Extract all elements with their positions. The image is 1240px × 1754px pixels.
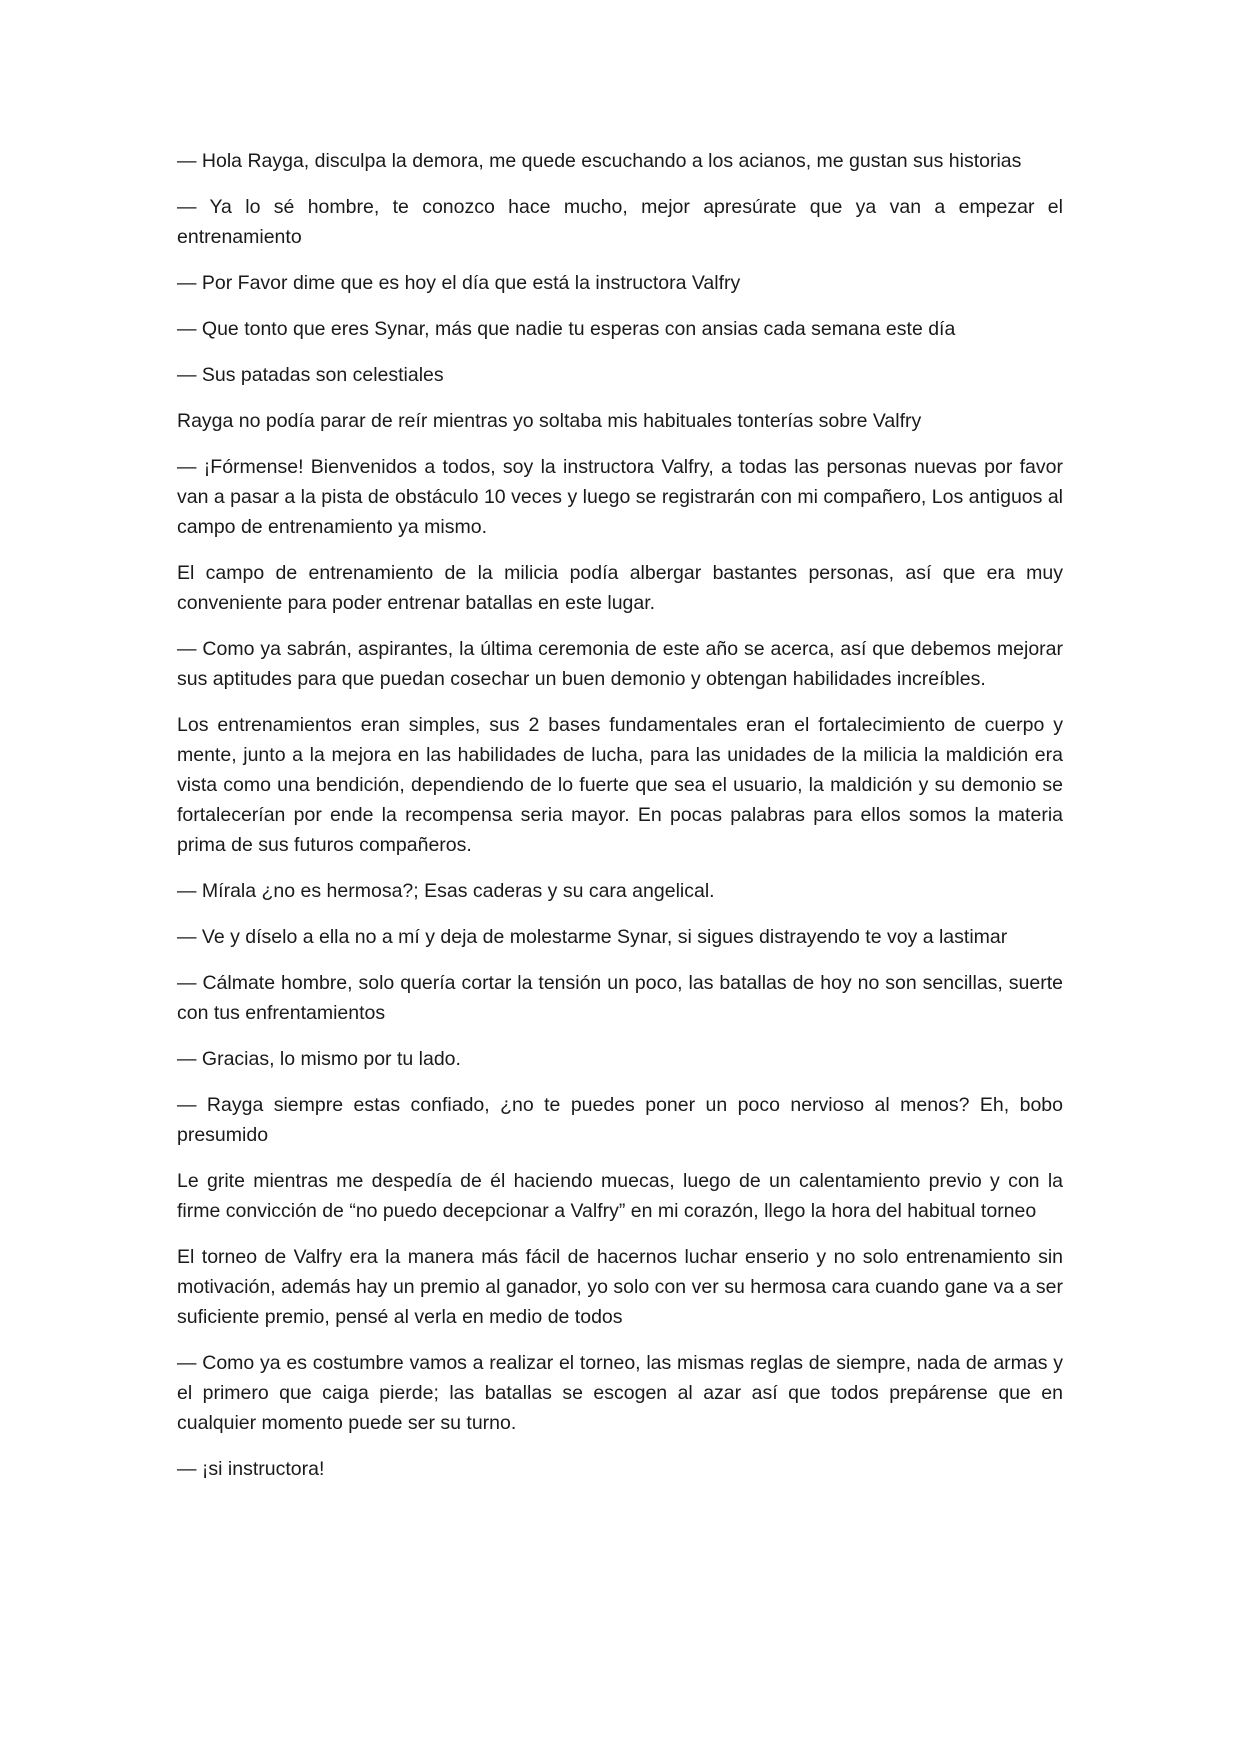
dialogue-paragraph: — ¡si instructora!	[177, 1458, 325, 1480]
document-body	[177, 146, 1063, 1500]
dialogue-paragraph: — Ve y díselo a ella no a mí y deja de molestarme Synar, si sigues distrayendo te voy a lastimar	[177, 926, 1008, 948]
dialogue-paragraph: — Sus patadas son celestiales	[177, 364, 444, 386]
dialogue-paragraph: — Como ya sabrán, aspirantes, la última ceremonia de este año se acerca, así que debemos mejorar sus aptitudes para que puedan cosechar un buen demonio y obtengan habilidades increíbles.	[177, 638, 1063, 690]
dialogue-paragraph: — Por Favor dime que es hoy el día que está la instructora Valfry	[177, 272, 741, 294]
dialogue-paragraph: — Ya lo sé hombre, te conozco hace mucho, mejor apresúrate que ya van a empezar el entrenamiento	[177, 196, 1063, 248]
dialogue-paragraph: — Gracias, lo mismo por tu lado.	[177, 1048, 461, 1070]
narrative-paragraph: Le grite mientras me despedía de él haciendo muecas, luego de un calentamiento previo y con la firme convicción de “no puedo decepcionar a Valfry” en mi corazón, llego la hora del habitual torneo	[177, 1170, 1063, 1222]
narrative-paragraph: El torneo de Valfry era la manera más fácil de hacernos luchar enserio y no solo entrenamiento sin motivación, además hay un premio al ganador, yo solo con ver su hermosa cara cuando gane va a ser suficiente premio, pensé al verla en medio de todos	[177, 1246, 1063, 1328]
dialogue-paragraph: — Como ya es costumbre vamos a realizar el torneo, las mismas reglas de siempre, nada de armas y el primero que caiga pierde; las batallas se escogen al azar así que todos prepárense que en cualquier momento puede ser su turno.	[177, 1352, 1063, 1434]
dialogue-paragraph: — Cálmate hombre, solo quería cortar la tensión un poco, las batallas de hoy no son sencillas, suerte con tus enfrentamientos	[177, 972, 1063, 1024]
dialogue-paragraph: — Hola Rayga, disculpa la demora, me quede escuchando a los acianos, me gustan sus historias	[177, 150, 1022, 172]
dialogue-paragraph: — Mírala ¿no es hermosa?; Esas caderas y su cara angelical.	[177, 880, 715, 902]
narrative-paragraph: Rayga no podía parar de reír mientras yo soltaba mis habituales tonterías sobre Valfry	[177, 410, 922, 432]
narrative-paragraph: Los entrenamientos eran simples, sus 2 bases fundamentales eran el fortalecimiento de cuerpo y mente, junto a la mejora en las habilidades de lucha, para las unidades de la milicia la maldición era vista como una bendición, dependiendo de lo fuerte que sea el usuario, la maldición y su demonio se fortalecerían por ende la recompensa seria mayor. En pocas palabras para ellos somos la materia prima de sus futuros compañeros.	[177, 714, 1063, 856]
dialogue-paragraph: — ¡Fórmense! Bienvenidos a todos, soy la instructora Valfry, a todas las personas nuevas por favor van a pasar a la pista de obstáculo 10 veces y luego se registrarán con mi compañero, Los antiguos al campo de entrenamiento ya mismo.	[177, 456, 1063, 538]
dialogue-paragraph: — Que tonto que eres Synar, más que nadie tu esperas con ansias cada semana este día	[177, 318, 956, 340]
narrative-paragraph: El campo de entrenamiento de la milicia podía albergar bastantes personas, así que era muy conveniente para poder entrenar batallas en este lugar.	[177, 562, 1063, 614]
dialogue-paragraph: — Rayga siempre estas confiado, ¿no te puedes poner un poco nervioso al menos? Eh, bobo presumido	[177, 1094, 1063, 1146]
